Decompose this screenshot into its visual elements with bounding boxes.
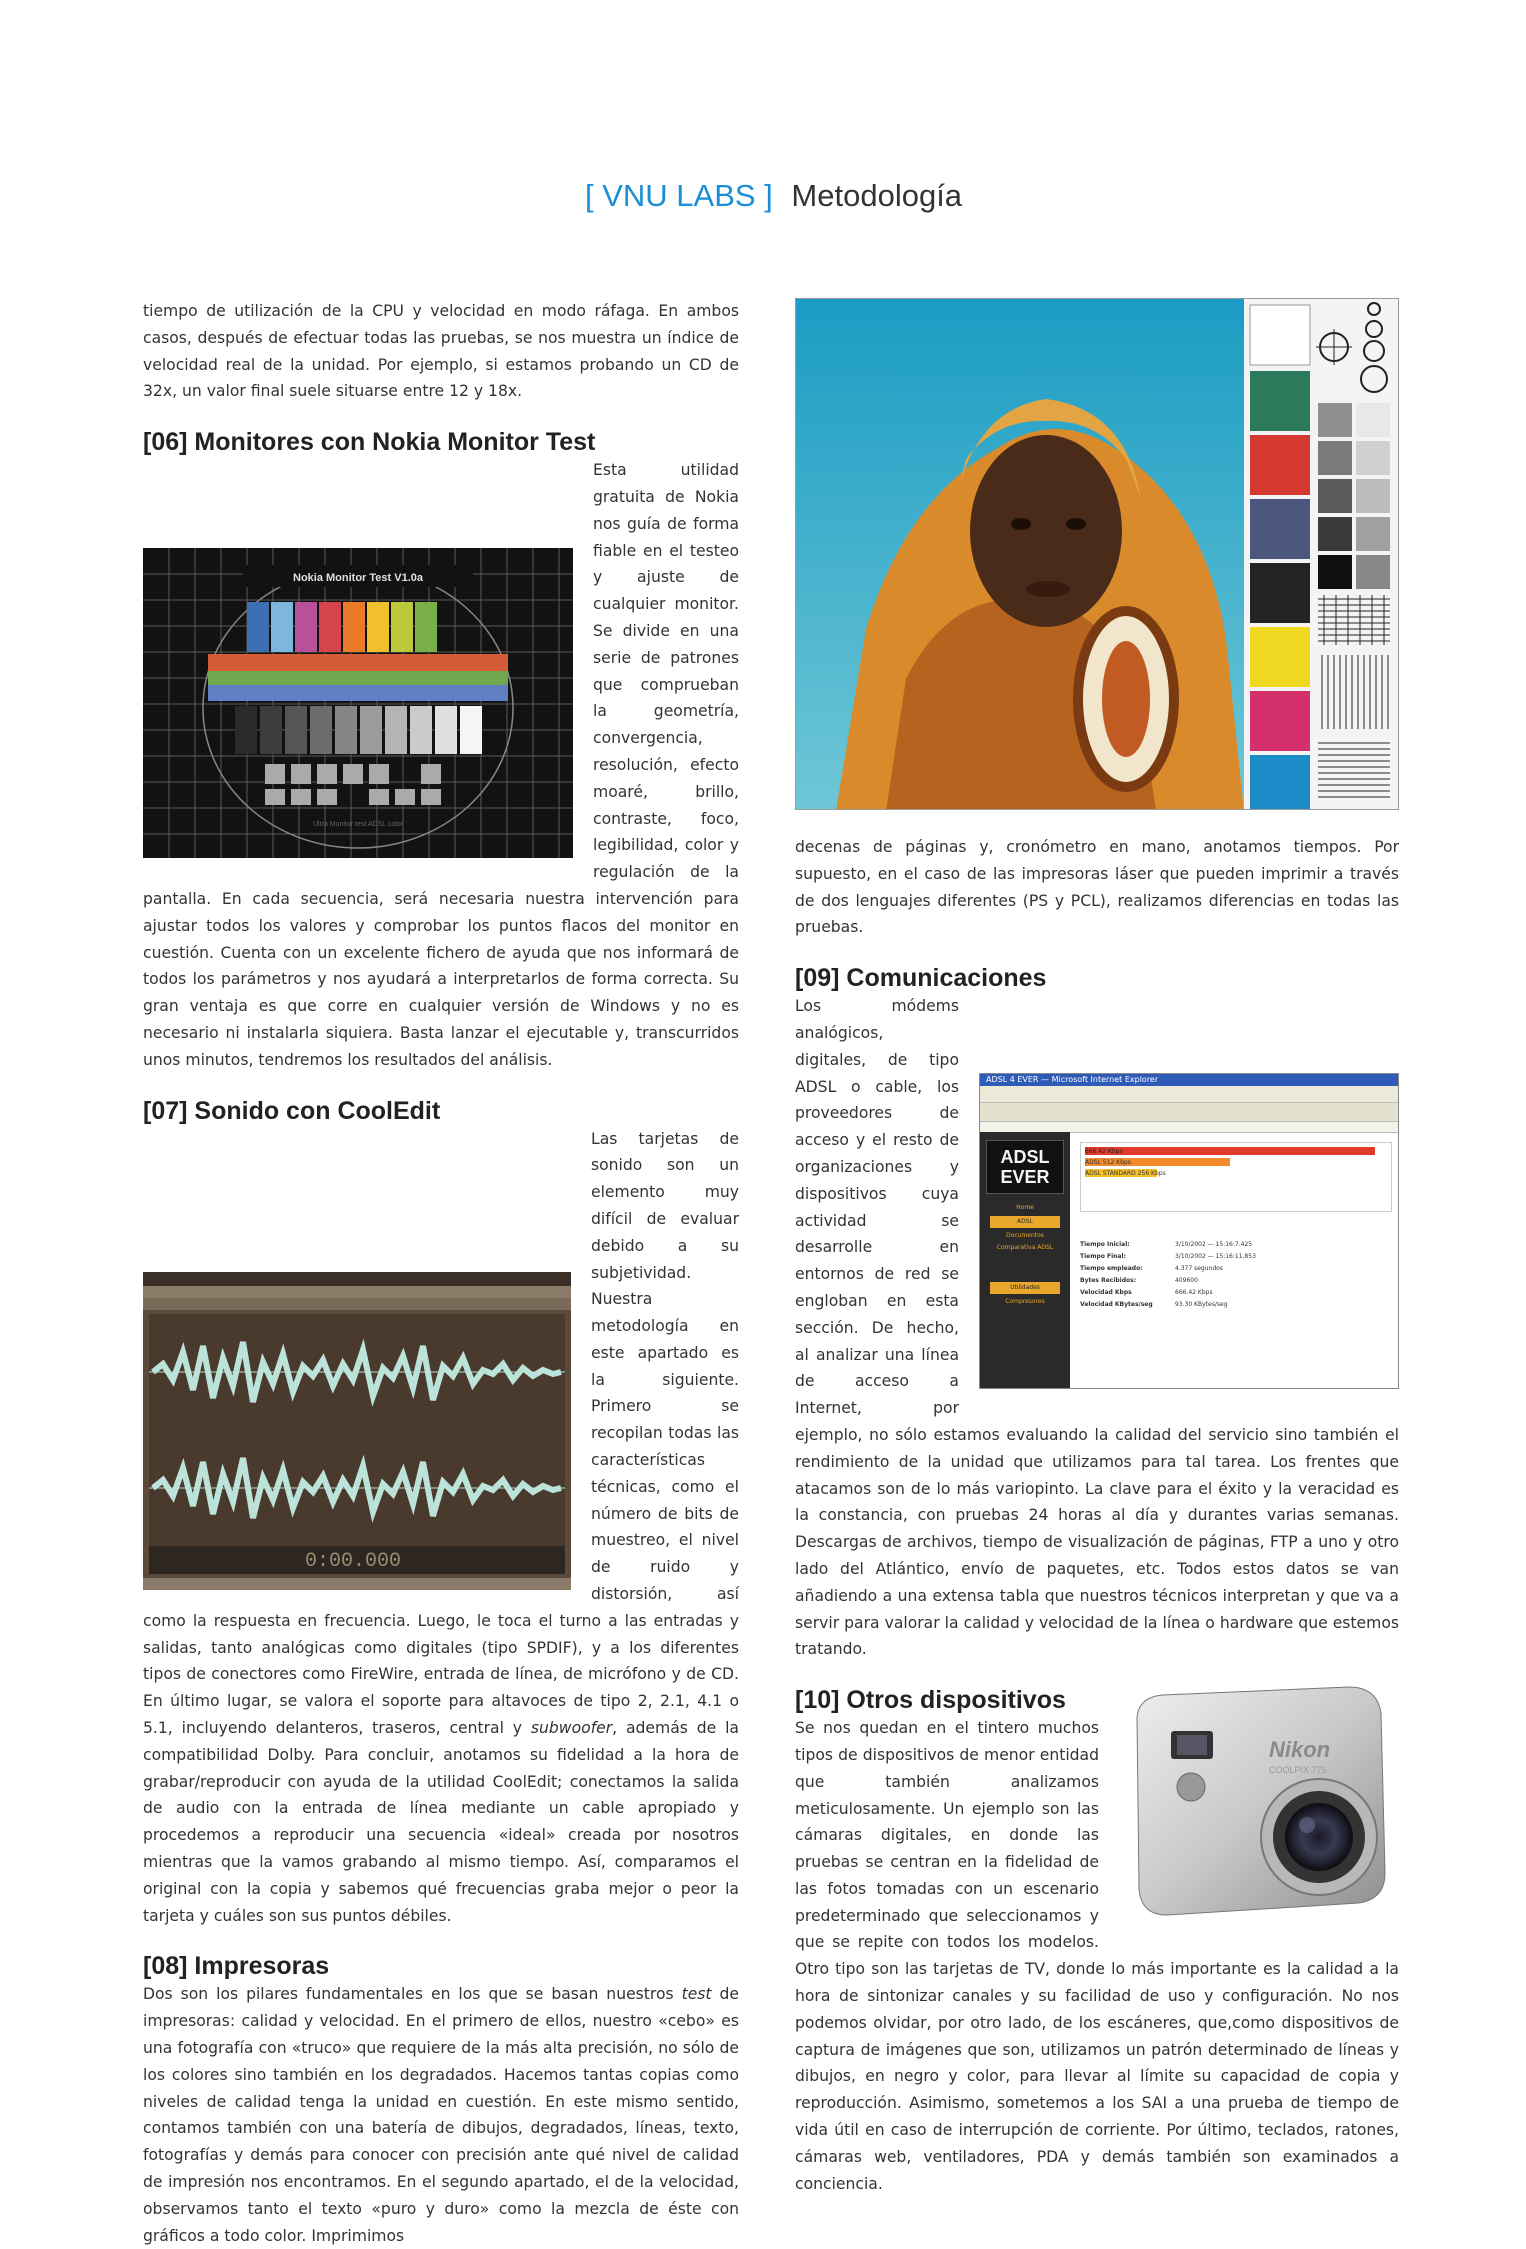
browser-toolbar bbox=[980, 1103, 1398, 1122]
nav-documentos[interactable]: Documentos bbox=[1006, 1232, 1044, 1240]
section-06-text: Esta utilidad gratuita de Nokia nos guía de forma fiable en el testeo y ajuste de cualquier monitor. Se divide en una serie de patrones que comprueban la geometría, convergencia, resolución, efecto moaré, brillo, contraste, foco, legibilidad, color y regulación de la pantalla. En cada secuencia, será necesaria nuestra intervención para ajustar todos los valores y comprobar los puntos flacos del monitor en cuestión. Cuenta con un excelente fichero de ayuda que nos informará de todos los parámetros y nos ayudará a interpretarlos de forma correcta. Su gran ventaja es que corre en cualquier versión de Windows y no es necesario ni instalarla siquiera. Basta lanzar el ejecutable y, transcurridos unos minutos, tendremos los resultados del análisis. bbox=[143, 461, 739, 1069]
section-07-text: Las tarjetas de sonido son un elemento muy difícil de evaluar debido a su subjetividad. Nuestra metodología en este apartado es la siguiente. Primero se recopilan todas las características técnicas, como el número de bits de muestreo, el nivel de ruido y distorsión, así como la respuesta en frecuencia. Luego, le toca el turno a las entradas y salidas, tanto analógicas como digitales (tipo SPDIF), y a los diferentes tipos de conectores como FireWire, entrada de línea, de micrófono y de CD. En último lugar, se valora el soporte para altavoces de tipo 2, 2.1, 4.1 o 5.1, incluyendo delanteros, traseros, central y subwoofer, además de la compatibilidad Dolby. Para concluir, anotamos su fidelidad a la hora de grabar/reproducir con ayuda de la utilidad CoolEdit; conectamos la salida de audio con la entrada de línea mediante un cable apropiado y procedemos a reproducir una secuencia «ideal» creada por nosotros mientras que la vamos grabando al mismo tiempo. Así, comparamos el original con la copia y sabemos qué frecuencias graba mejor o peor la tarjeta y cuáles son sus puntos débiles. bbox=[143, 1129, 739, 1925]
photo-test-chart bbox=[796, 299, 1399, 810]
speed-bar-chart bbox=[1080, 1142, 1392, 1212]
digital-camera bbox=[1119, 1677, 1399, 1927]
section-07-body bbox=[143, 1126, 739, 1930]
monitor-test-footer: Ultra Monitor test ADSL color bbox=[313, 821, 403, 829]
browser-window bbox=[979, 1073, 1399, 1389]
right-column bbox=[795, 834, 1399, 2197]
section-08-continued: decenas de páginas y, cronómetro en mano, anotamos tiempos. Por supuesto, en el caso de las impresoras láser que pueden imprimir a través de dos lenguajes diferentes (PS y PCL), realizamos diferencias en todas las pruebas. bbox=[795, 838, 1399, 937]
page-header bbox=[585, 178, 962, 214]
header-section-title: Metodología bbox=[791, 178, 963, 213]
monitor-test-title: Nokia Monitor Test V1.0a bbox=[293, 572, 423, 585]
nikon-camera-image bbox=[1119, 1677, 1399, 1936]
printer-test-photo bbox=[795, 298, 1399, 810]
section-10-text: Se nos quedan en el tintero muchos tipos de dispositivos de menor entidad que también analizamos meticulosamente. Un ejemplo son las cámaras digitales, en donde las pruebas se centran en la fidelidad de las fotos tomadas con un escenario predeterminado que seleccionamos y que se repite con todos los modelos. Otro tipo son las tarjetas de TV, donde lo más importante es la calidad a la hora de sintonizar canales y su facilidad de uso y configuración. No nos podemos olvidar, por otro lado, de los escáneres, que,como dispositivos de captura de imágenes que son, utilizamos un patrón determinado de líneas y dibujos, en negro y color, para llevar al límite su capacidad de copia y reproducción. Asimismo, sometemos a los SAI a una prueba de tiempo de vida útil en caso de interrupción de corriente. Por último, teclados, ratones, cámaras web, ventiladores, PDA y demás también son examinados a conciencia. bbox=[795, 1719, 1399, 2193]
result-row: Velocidad KBytes/seg 93.30 KBytes/seg bbox=[1080, 1301, 1228, 1309]
section-08-heading: [08] Impresoras bbox=[143, 1952, 330, 1981]
header-bracket-label: [ VNU LABS ] bbox=[585, 178, 773, 213]
nav-compresores[interactable]: Compresores bbox=[1005, 1298, 1045, 1306]
section-06-body bbox=[143, 457, 739, 1073]
section-09-text: Los módems analógicos, digitales, de tipo ADSL o cable, los proveedores de acceso y el resto de organizaciones y dispositivos cuya actividad se desarrolle en entornos de red se engloban en esta sección. De hecho, al analizar una línea de acceso a Internet, por ejemplo, no sólo estamos evaluando la calidad del servicio sino también el rendimiento de la unidad que utilizamos para tal tarea. Los frentes que atacamos son de lo más variopinto. La clave para el éxito y la veracidad es la constancia, con pruebas 24 horas al día y durantes varias semanas. Descargas de archivos, tiempo de visualización de páginas, FTP a uno y otro lado del Atlántico, envío de paquetes, etc. Todos estos datos se van añadiendo a una extensa tabla que nuestros técnicos interpretan y que va a servir para valorar la calidad y velocidad de la línea o hardware que estemos tratando. bbox=[795, 997, 1399, 1659]
adsl-site-sidebar bbox=[980, 1132, 1070, 1389]
section-09-heading: [09] Comunicaciones bbox=[795, 964, 1047, 993]
adsl-logo-bottom: EVER bbox=[1000, 1167, 1050, 1188]
nav-adsl[interactable]: ADSL bbox=[990, 1216, 1060, 1228]
result-row: Tiempo Inicial: 3/10/2002 — 15:16:7.425 bbox=[1080, 1241, 1253, 1249]
speed-bar-512: ADSL 512 Kbps bbox=[1085, 1158, 1230, 1166]
monitor-test-pattern bbox=[143, 548, 573, 858]
nav-comparativa[interactable]: Comparativa ADSL bbox=[996, 1244, 1054, 1252]
speed-test-results bbox=[1080, 1142, 1392, 1309]
section-10-body bbox=[795, 1715, 1399, 2197]
result-table bbox=[1080, 1240, 1392, 1309]
section-08-text: Dos son los pilares fundamentales en los que se basan nuestros test de impresoras: calidad y velocidad. En el primero de ellos, nuestro «cebo» es una fotografía con «truco» que requiere de la más alta precisión, no sólo de los colores sino también en los degradados. Hacemos tantas copias como niveles de calidad tenga la unidad en cuestión. En este mismo sentido, contamos también con una batería de dibujos, degradados, líneas, texto, fotografías y demás para conocer con precisión ante qué nivel de calidad de impresión nos encontramos. En el segundo apartado, el de la velocidad, observamos tanto el texto «puro y duro» como la mezcla de éste con gráficos a todo color. Imprimimos bbox=[143, 1985, 739, 2245]
section-10-heading: [10] Otros dispositivos bbox=[795, 1686, 1066, 1715]
section-07-heading: [07] Sonido con CoolEdit bbox=[143, 1096, 441, 1125]
speed-bar-measured: 666.42 Kbps bbox=[1085, 1147, 1375, 1155]
browser-title-bar: ADSL 4 EVER — Microsoft Internet Explorer bbox=[980, 1074, 1398, 1086]
sidebar-nav bbox=[980, 1202, 1070, 1308]
adsl-logo-top: ADSL bbox=[1000, 1147, 1050, 1168]
cooledit-screenshot bbox=[143, 1272, 571, 1599]
adsl-logo bbox=[986, 1140, 1064, 1194]
camera-model: COOLPIX 775 bbox=[1269, 1765, 1327, 1776]
nav-home[interactable]: Home bbox=[1016, 1204, 1034, 1212]
adsl-browser-screenshot bbox=[979, 1073, 1399, 1389]
waveform-editor bbox=[143, 1272, 571, 1590]
section-06-heading: [06] Monitores con Nokia Monitor Test bbox=[143, 428, 596, 457]
result-row: Tiempo Final: 3/10/2002 — 15:16:11.853 bbox=[1080, 1253, 1256, 1261]
speed-bar-256: ADSL STANDARD 256 Kbps bbox=[1085, 1170, 1166, 1178]
result-row: Tiempo empleado: 4.377 segundos bbox=[1080, 1265, 1223, 1273]
browser-menu-bar bbox=[980, 1086, 1398, 1103]
time-display: 0:00.000 bbox=[304, 1549, 402, 1573]
section-09-body bbox=[795, 993, 1399, 1663]
nav-utilidades[interactable]: Utilidades bbox=[990, 1282, 1060, 1294]
camera-brand: Nikon bbox=[1269, 1737, 1331, 1763]
result-row: Bytes Recibidos: 409600 bbox=[1080, 1277, 1198, 1285]
result-row: Velocidad Kbps 666.42 Kbps bbox=[1080, 1289, 1213, 1297]
nokia-monitor-image bbox=[143, 548, 573, 867]
intro-paragraph: tiempo de utilización de la CPU y velocidad en modo ráfaga. En ambos casos, después de efectuar todas las pruebas, se nos muestra un índice de velocidad real de la unidad. Por ejemplo, si estamos probando un CD de 32x, un valor final suele situarse entre 12 y 18x. bbox=[143, 302, 739, 401]
left-column bbox=[143, 298, 739, 2249]
